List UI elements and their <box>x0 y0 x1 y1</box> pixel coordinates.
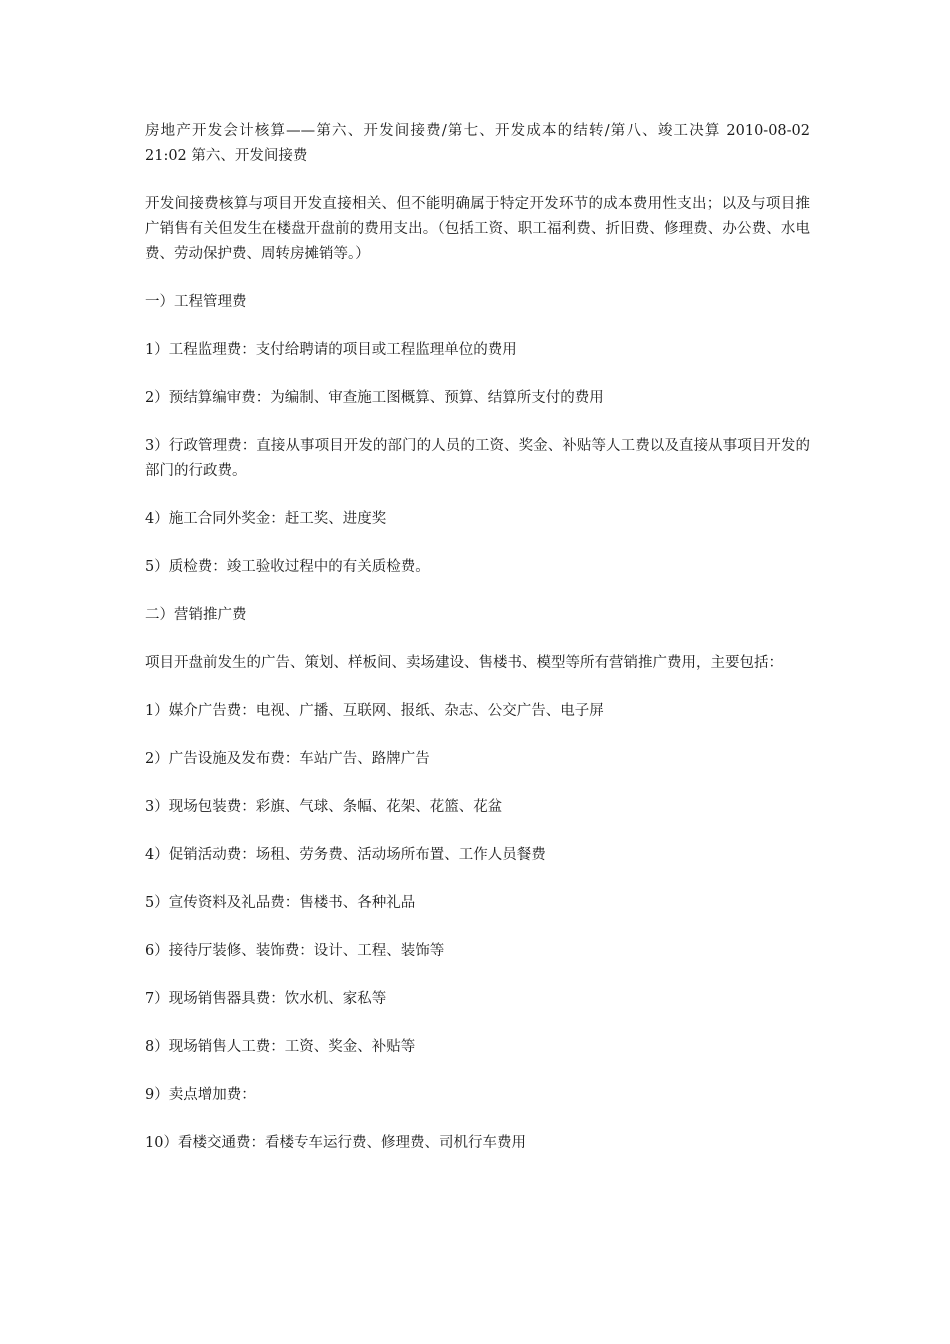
list-item: 5）宣传资料及礼品费：售楼书、各种礼品 <box>145 895 416 911</box>
list-item: 5）质检费：竣工验收过程中的有关质检费。 <box>145 559 430 575</box>
list-item: 4）施工合同外奖金：赶工奖、进度奖 <box>145 511 387 527</box>
section-heading-engineering-management: 一）工程管理费 <box>145 294 247 310</box>
document-page <box>145 119 810 1179</box>
list-item: 3）行政管理费：直接从事项目开发的部门的人员的工资、奖金、补贴等人工费以及直接从事项目开发的部门的行政费。 <box>145 438 810 479</box>
list-item: 1）媒介广告费：电视、广播、互联网、报纸、杂志、公交广告、电子屏 <box>145 703 604 719</box>
list-item: 3）现场包装费：彩旗、气球、条幅、花架、花篮、花盆 <box>145 799 503 815</box>
list-item: 6）接待厅装修、装饰费：设计、工程、装饰等 <box>145 943 445 959</box>
marketing-intro-paragraph: 项目开盘前发生的广告、策划、样板间、卖场建设、售楼书、模型等所有营销推广费用，主要包括： <box>145 655 783 671</box>
list-item: 1）工程监理费：支付给聘请的项目或工程监理单位的费用 <box>145 342 517 358</box>
section-heading-marketing: 二）营销推广费 <box>145 607 247 623</box>
list-item: 9）卖点增加费： <box>145 1087 256 1103</box>
list-item: 2）广告设施及发布费：车站广告、路牌广告 <box>145 751 430 767</box>
document-title: 房地产开发会计核算——第六、开发间接费/第七、开发成本的结转/第八、竣工决算 2010-08-02 21:02 第六、开发间接费 <box>145 123 810 164</box>
list-item: 8）现场销售人工费：工资、奖金、补贴等 <box>145 1039 416 1055</box>
list-item: 7）现场销售器具费：饮水机、家私等 <box>145 991 387 1007</box>
list-item: 2）预结算编审费：为编制、审查施工图概算、预算、结算所支付的费用 <box>145 390 604 406</box>
intro-paragraph: 开发间接费核算与项目开发直接相关、但不能明确属于特定开发环节的成本费用性支出；以及与项目推广销售有关但发生在楼盘开盘前的费用支出。（包括工资、职工福利费、折旧费、修理费、办公费、水电费、劳动保护费、周转房摊销等。） <box>145 196 810 262</box>
list-item: 4）促销活动费：场租、劳务费、活动场所布置、工作人员餐费 <box>145 847 546 863</box>
list-item: 10）看楼交通费：看楼专车运行费、修理费、司机行车费用 <box>145 1135 526 1151</box>
